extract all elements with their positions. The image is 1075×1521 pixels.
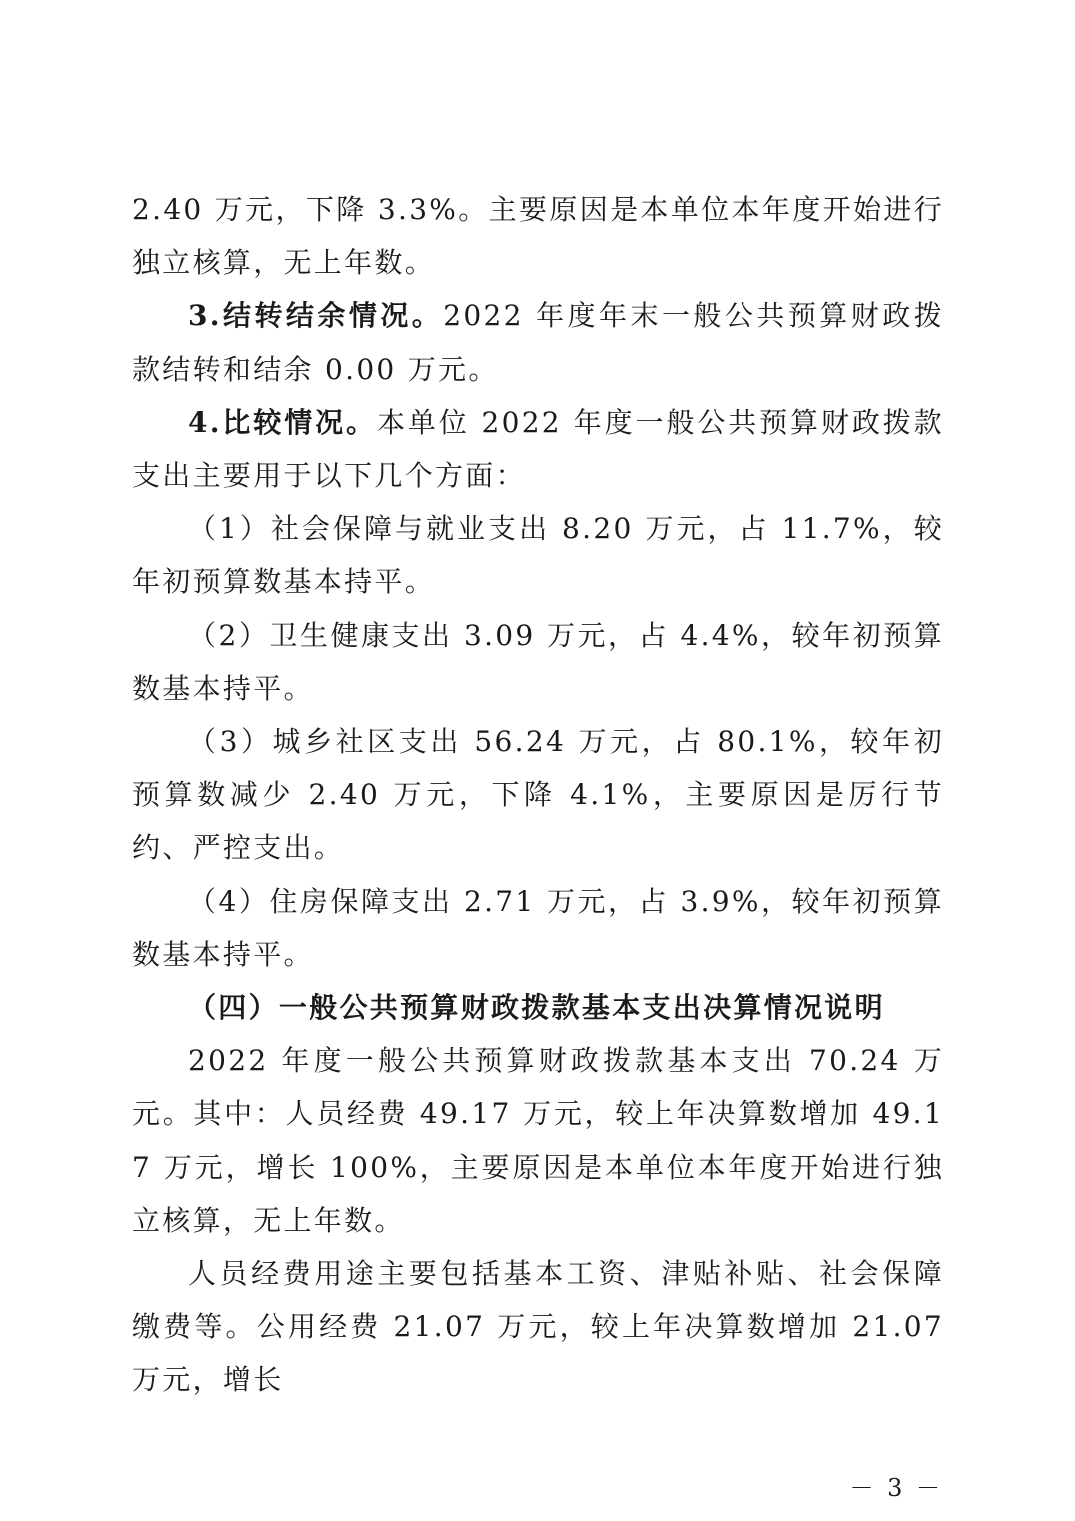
list-item-housing: （4）住房保障支出 2.71 万元，占 3.9%，较年初预算数基本持平。	[132, 884, 944, 971]
comparison-lead: 4.比较情况。	[188, 405, 377, 439]
paragraph-basic-expenditure: 2022 年度一般公共预算财政拨款基本支出 70.24 万元。其中：人员经费 49.17 万元，较上年决算数增加 49.17 万元，增长 100%，主要原因是本单位本年度开始进行独立核算，无上年数。	[132, 1044, 944, 1237]
page-number: － 3 －	[849, 1474, 943, 1502]
list-item-health: （2）卫生健康支出 3.09 万元，占 4.4%，较年初预算数基本持平。	[132, 618, 944, 705]
paragraph-expense-decline: 2.40 万元，下降 3.3%。主要原因是本单位本年度开始进行独立核算，无上年数。	[132, 193, 944, 280]
comparison-body: 本单位 2022 年度一般公共预算财政拨款支出主要用于以下几个方面：	[132, 405, 944, 493]
carryover-lead: 3.结转结余情况。	[188, 299, 444, 333]
list-item-urban-rural: （3）城乡社区支出 56.24 万元，占 80.1%，较年初预算数减少 2.40 万元，下降 4.1%，主要原因是厉行节约、严控支出。	[132, 725, 944, 865]
carryover-body: 2022 年度年末一般公共预算财政拨款结转和结余 0.00 万元。	[132, 299, 944, 386]
section-heading: （四）一般公共预算财政拨款基本支出决算情况说明	[188, 991, 885, 1025]
document-page	[132, 183, 944, 1407]
list-item-social-security: （1）社会保障与就业支出 8.20 万元，占 11.7%，较年初预算数基本持平。	[132, 512, 944, 599]
paragraph-personnel-usage: 人员经费用途主要包括基本工资、津贴补贴、社会保障缴费等。公用经费 21.07 万元，较上年决算数增加 21.07 万元，增长	[132, 1257, 944, 1397]
paragraph-carryover-balance	[132, 289, 944, 395]
paragraph-comparison	[132, 396, 944, 502]
